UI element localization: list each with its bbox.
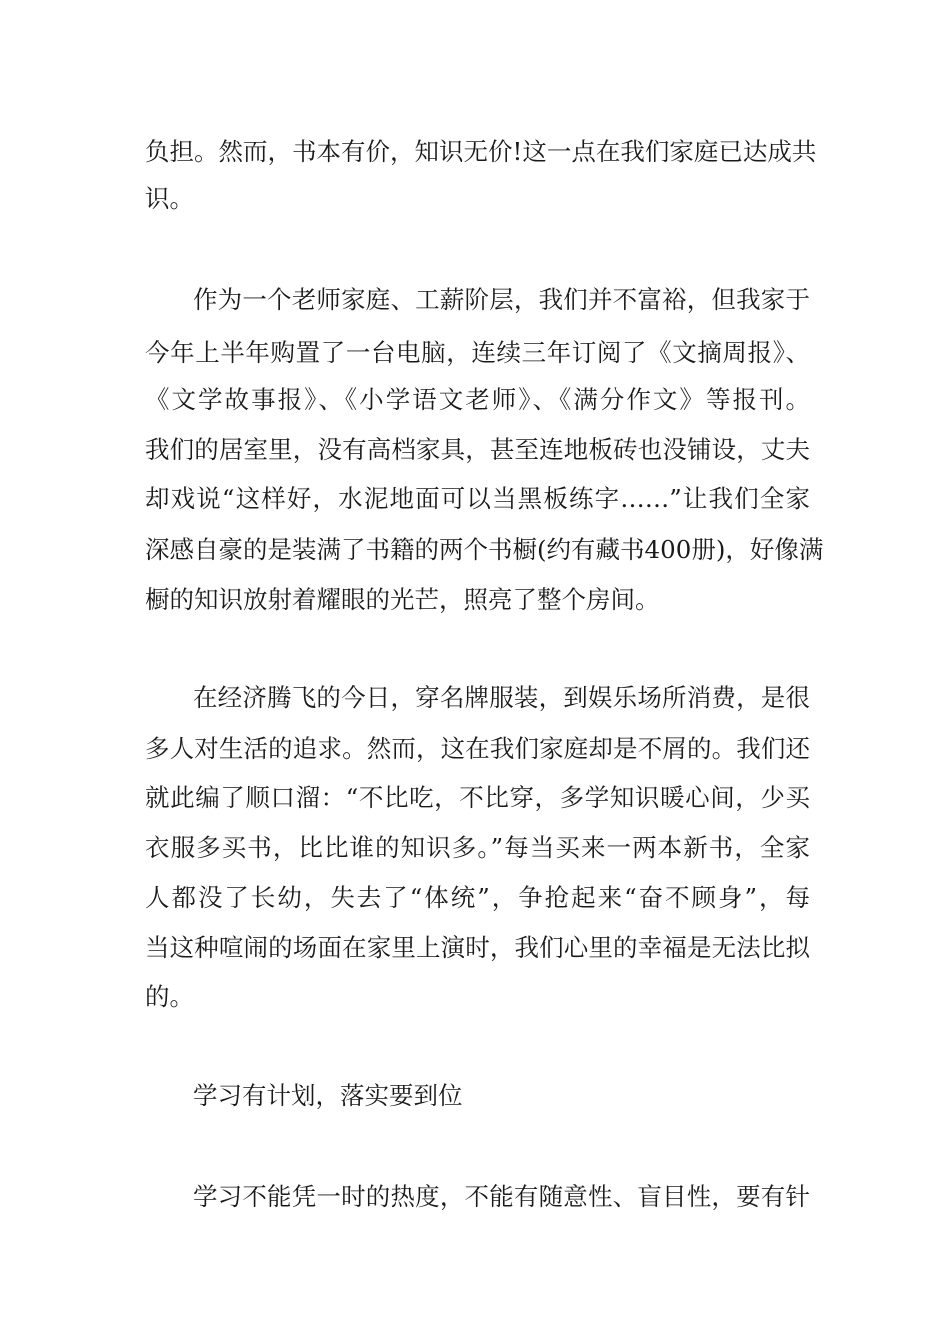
paragraph-5-line-1: 学习不能凭一时的热度，不能有随意性、盲目性，要有针 [193,1182,810,1211]
paragraph-3-line-7: 的。 [145,982,194,1011]
paragraph-2-line-3: 《文学故事报》、《小学语文老师》、《满分作文》等报刊。 [145,385,810,414]
paragraph-1-line-1: 负担。然而，书本有价，知识无价!这一点在我们家庭已达成共 [145,137,817,166]
paragraph-2-line-5: 却戏说“这样好，水泥地面可以当黑板练字……”让我们全家 [145,484,810,513]
paragraph-3-line-1: 在经济腾飞的今日，穿名牌服装，到娱乐场所消费，是很 [193,683,810,712]
paragraph-2-line-2: 今年上半年购置了一台电脑，连续三年订阅了《文摘周报》、 [145,338,810,367]
section-heading: 学习有计划，落实要到位 [193,1081,463,1110]
paragraph-2-line-7: 橱的知识放射着耀眼的光芒，照亮了整个房间。 [145,585,660,614]
paragraph-3-line-3: 就此编了顺口溜：“不比吃，不比穿，多学知识暖心间，少买 [145,783,810,812]
paragraph-3-line-2: 多人对生活的追求。然而，这在我们家庭却是不屑的。我们还 [145,734,810,763]
paragraph-2-line-6: 深感自豪的是装满了书籍的两个书橱(约有藏书400册)，好像满 [145,535,824,564]
paragraph-3-line-4: 衣服多买书，比比谁的知识多。”每当买来一两本新书，全家 [145,833,810,862]
paragraph-3-line-6: 当这种喧闹的场面在家里上演时，我们心里的幸福是无法比拟 [145,933,810,962]
paragraph-2-line-1: 作为一个老师家庭、工薪阶层，我们并不富裕，但我家于 [193,285,810,314]
paragraph-3-line-5: 人都没了长幼，失去了“体统”，争抢起来“奋不顾身”，每 [145,883,810,912]
paragraph-2-line-4: 我们的居室里，没有高档家具，甚至连地板砖也没铺设，丈夫 [145,435,810,464]
paragraph-1-line-2: 识。 [145,184,194,213]
